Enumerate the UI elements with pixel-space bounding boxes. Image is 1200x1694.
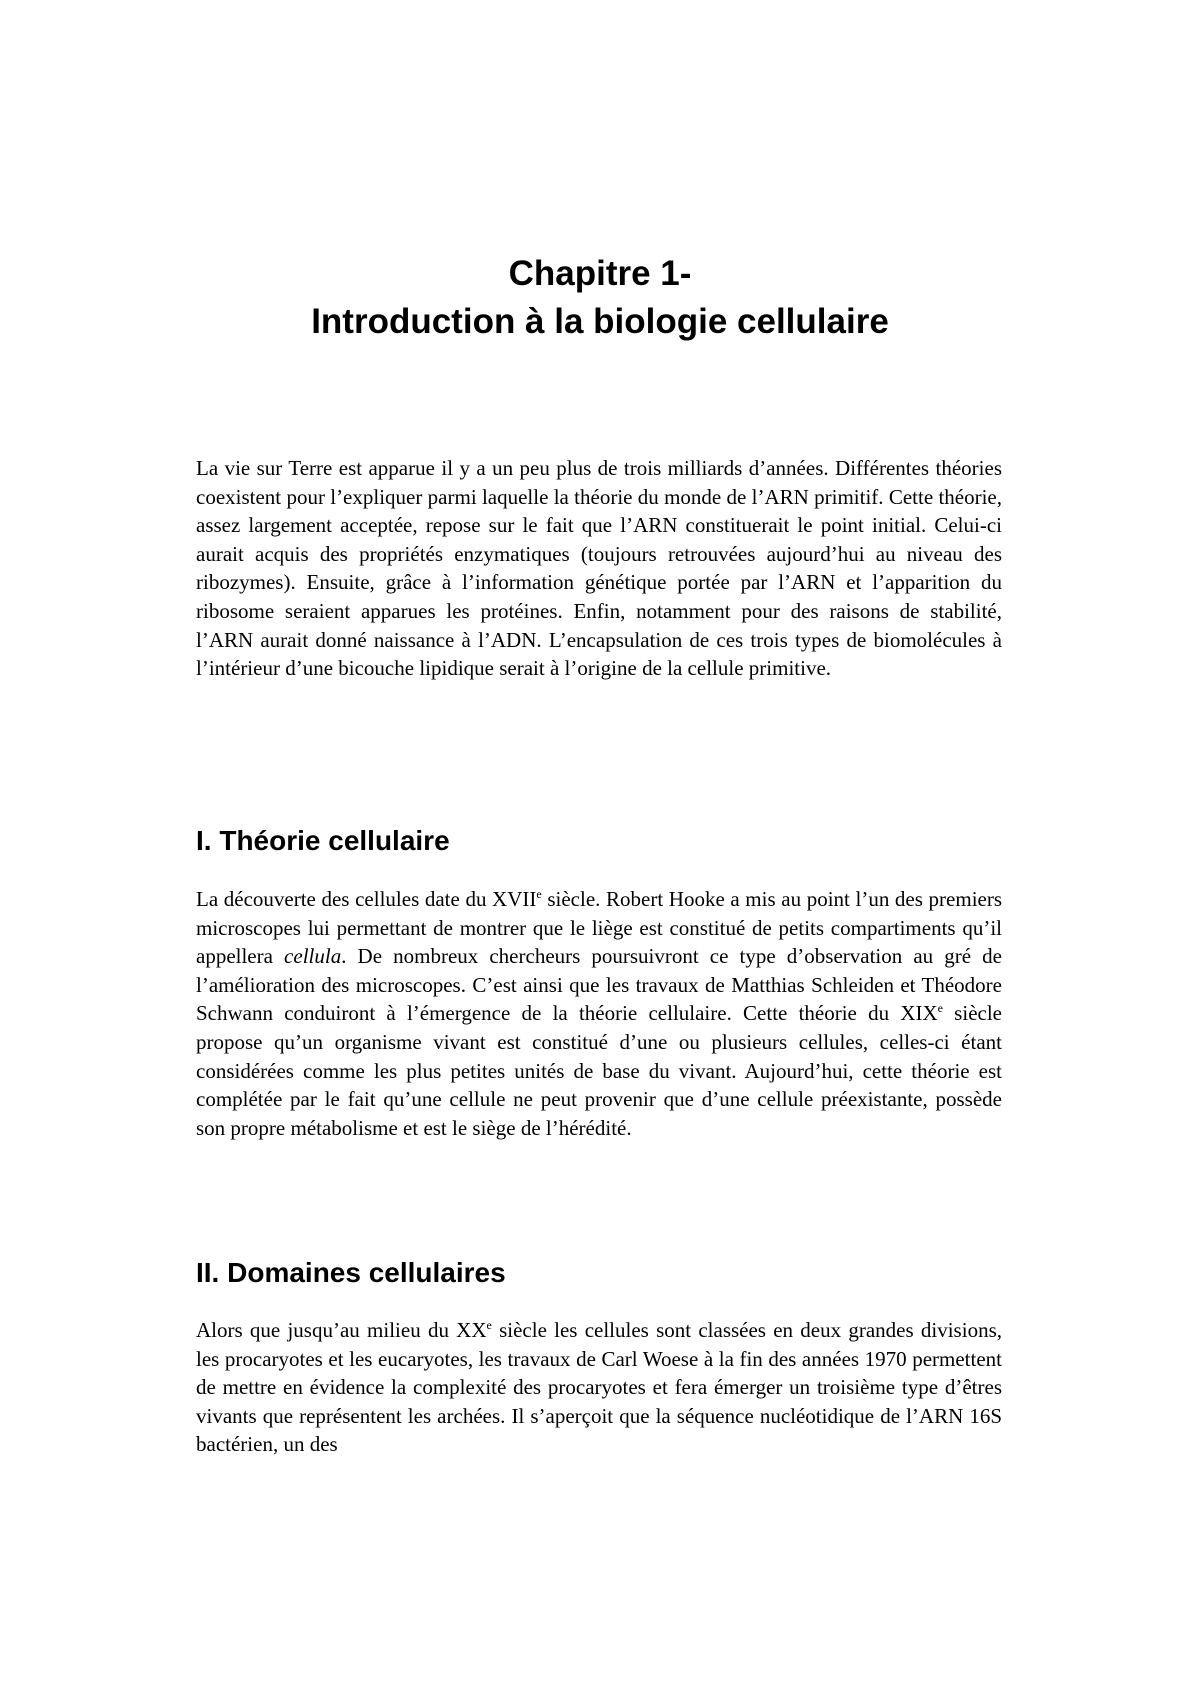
intro-paragraph: La vie sur Terre est apparue il y a un peu plus de trois milliards d’années. Différentes théories coexistent pour l’expliquer parmi laquelle la théorie du monde de l’ARN primitif. Cette théorie, assez largement acceptée, repose sur le fait que l’ARN constituerait le point initial. Celui-ci aurait acquis des propriétés enzymatiques (toujours retrouvées aujourd’hui au niveau des ribozymes). Ensuite, grâce à l’information génétique portée par l’ARN et l’apparition du ribosome seraient apparues les protéines. Enfin, notamment pour des raisons de stabilité, l’ARN aurait donné naissance à l’ADN. L’encapsulation de ces trois types de biomolécules à l’intérieur d’une bicouche lipidique serait à l’origine de la cellule primitive.: [196, 456, 1002, 681]
chapter-name: Introduction à la biologie cellulaire: [311, 302, 889, 341]
section-heading-domaines-cellulaires: II. Domaines cellulaires: [196, 1257, 506, 1288]
section1-text-part1: La découverte des cellules date du XVII: [196, 887, 537, 911]
section-heading-theorie-cellulaire: I. Théorie cellulaire: [196, 825, 450, 856]
section2-text-part2: siècle les cellules sont classées en deux grandes divisions, les procaryotes et les eucaryotes, les travaux de Carl Woese à la fin des années 1970 permettent de mettre en évidence la complexité des procaryotes et fera émerger un troisième type d’êtres vivants que représentent les archées. Il s’aperçoit que la séquence nucléotidique de l’ARN 16S bactérien, un des: [196, 1318, 1002, 1457]
section1-text-part3: . De nombreux chercheurs poursuivront ce type d’observation au gré de l’amélioration des microscopes. C’est ainsi que les travaux de Matthias Schleiden et Théodore Schwann conduiront à l’émergence de la théorie cellulaire. Cette théorie du XIX: [196, 944, 1002, 1026]
section2-paragraph: [196, 1316, 1002, 1459]
italic-term-cellula: cellula: [284, 944, 342, 969]
superscript-e: e: [937, 1001, 943, 1016]
chapter-number: Chapitre 1-: [508, 254, 692, 293]
section1-paragraph: [196, 885, 1002, 1142]
section2-text-part1: Alors que jusqu’au milieu du XX: [196, 1318, 487, 1342]
section1-text-part4: siècle propose qu’un organisme vivant est constitué d’une ou plusieurs cellules, celles-ci étant considérées comme les plus petites unités de base du vivant. Aujourd’hui, cette théorie est complétée par le fait qu’une cellule ne peut provenir que d’une cellule préexistante, possède son propre métabolisme et est le siège de l’hérédité.: [196, 1001, 1002, 1140]
section1-text-part2: siècle. Robert Hooke a mis au point l’un des premiers microscopes lui permettant de montrer que le liège est constitué de petits compartiments qu’il appellera: [196, 887, 1003, 969]
superscript-e: e: [536, 887, 542, 901]
chapter-title: [0, 250, 1200, 346]
superscript-e: e: [486, 1318, 492, 1332]
